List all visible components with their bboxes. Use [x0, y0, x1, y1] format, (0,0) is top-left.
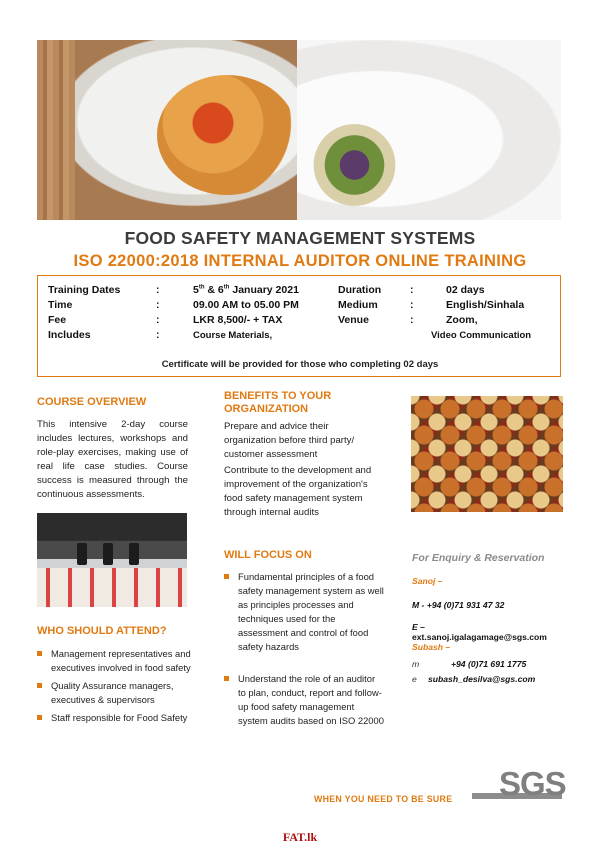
- watermark: FAT.lk: [282, 830, 318, 844]
- bullet-icon: [224, 676, 229, 681]
- contact-email-1[interactable]: ext.sanoj.igalagamage@sgs.com: [412, 632, 547, 642]
- garnish-image: [307, 120, 402, 210]
- medium-value: English/Sinhala: [446, 299, 525, 311]
- colon: :: [156, 314, 160, 326]
- fee-label: Fee: [48, 314, 67, 326]
- venue-label: Venue: [338, 314, 369, 326]
- contact-name-1: Sanoj –: [412, 576, 443, 586]
- contact-email-2[interactable]: subash_desilva@sgs.com: [428, 674, 536, 684]
- colon: :: [156, 284, 160, 296]
- will-focus-on-heading: WILL FOCUS ON: [224, 549, 312, 561]
- sgs-tagline: WHEN YOU NEED TO BE SURE: [314, 794, 453, 804]
- time-value: 09.00 AM to 05.00 PM: [193, 299, 299, 311]
- bullet-icon: [37, 683, 42, 688]
- main-title: FOOD SAFETY MANAGEMENT SYSTEMS: [124, 228, 476, 248]
- colon: :: [410, 314, 414, 326]
- contact-name-2: Subash –: [412, 642, 451, 652]
- fee-value: LKR 8,500/- + TAX: [193, 314, 283, 326]
- time-label: Time: [48, 299, 73, 311]
- bullet-icon: [37, 651, 42, 656]
- who-should-attend-heading: WHO SHOULD ATTEND?: [37, 625, 167, 637]
- nozzle-image: [77, 543, 87, 565]
- list-item: Quality Assurance managers, executives & supervisors: [37, 679, 197, 707]
- benefits-heading: BENEFITS TO YOUR ORGANIZATION: [224, 390, 332, 415]
- conveyor-belt-image: [37, 568, 187, 607]
- contact-mobile-1: M - +94 (0)71 931 47 32: [412, 600, 505, 610]
- training-dates-value: 5th & 6th January 2021: [193, 284, 299, 296]
- list-item: Understand the role of an auditor to plan, conduct, report and follow-up food safety management system audits based on ISO 22000: [224, 672, 384, 728]
- spices-image: [411, 396, 563, 512]
- hero-image: [37, 40, 561, 220]
- duration-label: Duration: [338, 284, 382, 296]
- nozzle-image: [103, 543, 113, 565]
- includes-label: Includes: [48, 329, 91, 341]
- nozzle-image: [129, 543, 139, 565]
- venue-value-2: Video Communication: [431, 330, 532, 341]
- list-item: Staff responsible for Food Safety: [37, 711, 197, 725]
- benefits-text-1: Prepare and advice their organization before third party/ customer assessment: [224, 421, 355, 460]
- factory-line-image: [37, 513, 187, 607]
- contact-mobile-2: +94 (0)71 691 1775: [451, 659, 527, 669]
- course-overview-text: This intensive 2-day course includes lectures, workshops and role-play exercises, making use of real life case studies. Course success is measured through the continuous assessments.: [37, 419, 188, 500]
- sgs-logo: SGS: [499, 765, 566, 802]
- course-overview-heading: COURSE OVERVIEW: [37, 396, 147, 408]
- list-item: Management representatives and executives involved in food safety: [37, 647, 197, 675]
- benefits-text-2: Contribute to the development and improvement of the organization's food safety management system through internal audits: [224, 465, 372, 518]
- focus-list: [224, 570, 384, 732]
- sub-title: ISO 22000:2018 INTERNAL AUDITOR ONLINE TRAINING: [73, 252, 527, 270]
- bullet-icon: [224, 574, 229, 579]
- duration-value: 02 days: [446, 284, 485, 296]
- venue-value: Zoom,: [446, 314, 478, 326]
- contact-mobile-label-2: m: [412, 659, 420, 669]
- training-info-box: [37, 275, 561, 377]
- wooden-table-image: [37, 40, 75, 220]
- colon: :: [410, 284, 414, 296]
- colon: :: [156, 299, 160, 311]
- bullet-icon: [37, 715, 42, 720]
- training-dates-label: Training Dates: [48, 284, 121, 296]
- includes-value: Course Materials,: [193, 330, 273, 341]
- who-list: [37, 647, 197, 729]
- pasta-image: [157, 75, 297, 195]
- certificate-note: Certificate will be provided for those who completing 02 days: [161, 359, 439, 370]
- list-item: Fundamental principles of a food safety management system as well as principles processes and techniques used for the assessment and control of food safety hazards: [224, 570, 384, 654]
- contact-email-label-1: E –: [412, 622, 425, 632]
- medium-label: Medium: [338, 299, 378, 311]
- enquiry-heading: For Enquiry & Reservation: [412, 552, 545, 564]
- colon: :: [156, 329, 160, 341]
- contact-email-label-2: e: [412, 674, 417, 684]
- colon: :: [410, 299, 414, 311]
